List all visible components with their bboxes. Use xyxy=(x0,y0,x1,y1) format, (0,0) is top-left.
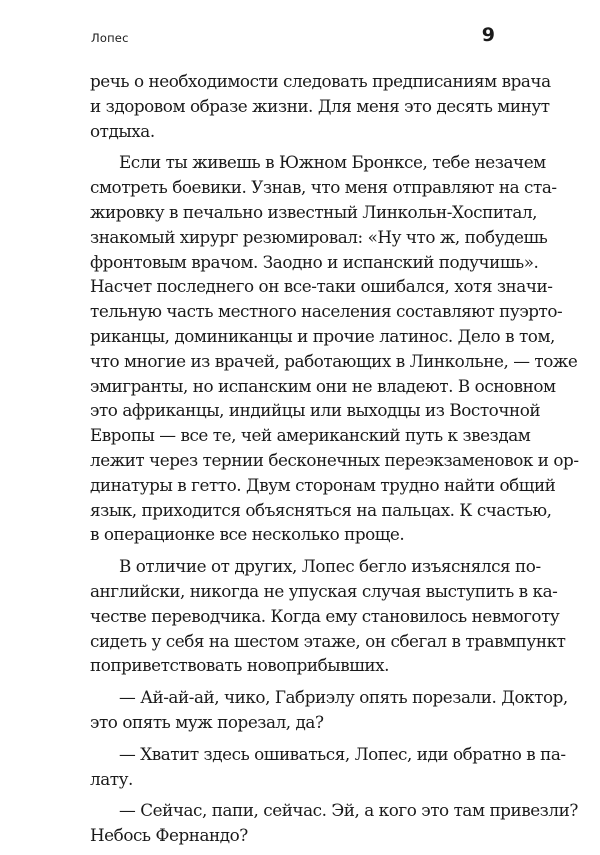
text-line: это африканцы, индийцы или выходцы из Восточной xyxy=(90,400,541,421)
paragraph xyxy=(90,798,578,848)
paragraph xyxy=(90,742,566,792)
text-line: язык, приходится объясняться на пальцах. К счастью, xyxy=(90,499,552,520)
text-line: тельную часть местного населения составляют пуэрто- xyxy=(90,301,563,322)
page-number: 9 xyxy=(481,24,495,46)
text-line: фронтовым врачом. Заодно и испанский подучишь». xyxy=(90,251,539,272)
text-line: лату. xyxy=(90,768,133,789)
text-line: риканцы, доминиканцы и прочие латинос. Дело в том, xyxy=(90,325,555,346)
paragraph xyxy=(90,150,579,547)
text-line: лежит через тернии бесконечных переэкзаменовок и ор- xyxy=(90,449,579,470)
text-line: английски, никогда не упуская случая выступить в ка- xyxy=(90,580,558,601)
text-line: — Хватит здесь ошиваться, Лопес, иди обратно в па- xyxy=(119,743,566,764)
text-line: смотреть боевики. Узнав, что меня отправляют на ста- xyxy=(90,177,557,198)
text-line: знакомый хирург резюмировал: «Ну что ж, побудешь xyxy=(90,226,548,247)
text-line: динатуры в гетто. Двум сторонам трудно найти общий xyxy=(90,474,556,495)
text-line: Если ты живешь в Южном Бронксе, тебе незачем xyxy=(119,152,546,173)
text-line: это опять муж порезал, да? xyxy=(90,711,324,732)
text-line: жировку в печально известный Линкольн-Хоспитал, xyxy=(90,201,538,222)
text-line: честве переводчика. Когда ему становилось невмоготу xyxy=(90,605,560,626)
running-head: Лопес xyxy=(91,31,129,45)
paragraph xyxy=(90,69,551,143)
text-line: в операционке все несколько проще. xyxy=(90,524,405,545)
text-line: отдыха. xyxy=(90,120,155,141)
body-text xyxy=(90,69,579,855)
text-line: речь о необходимости следовать предписаниям врача xyxy=(90,71,551,91)
text-line: поприветствовать новоприбывших. xyxy=(90,655,389,676)
text-line: что многие из врачей, работающих в Линкольне, — тоже xyxy=(90,350,578,371)
text-line: и здоровом образе жизни. Для меня это десять минут xyxy=(90,95,550,116)
text-line: Небось Фернандо? xyxy=(90,825,248,846)
paragraph xyxy=(90,685,568,735)
text-line: эмигранты, но испанским они не владеют. В основном xyxy=(90,375,556,396)
text-line: Насчет последнего он все-таки ошибался, хотя значи- xyxy=(90,276,553,297)
paragraph xyxy=(90,554,566,678)
text-line: — Сейчас, папи, сейчас. Эй, а кого это там привезли? xyxy=(119,800,578,821)
text-line: Европы — все те, чей американский путь к звездам xyxy=(90,425,531,446)
text-line: — Ай-ай-ай, чико, Габриэлу опять порезали. Доктор, xyxy=(119,687,568,708)
text-line: сидеть у себя на шестом этаже, он сбегал в травмпункт xyxy=(90,630,566,651)
text-line: В отличие от других, Лопес бегло изъяснялся по- xyxy=(119,556,541,577)
